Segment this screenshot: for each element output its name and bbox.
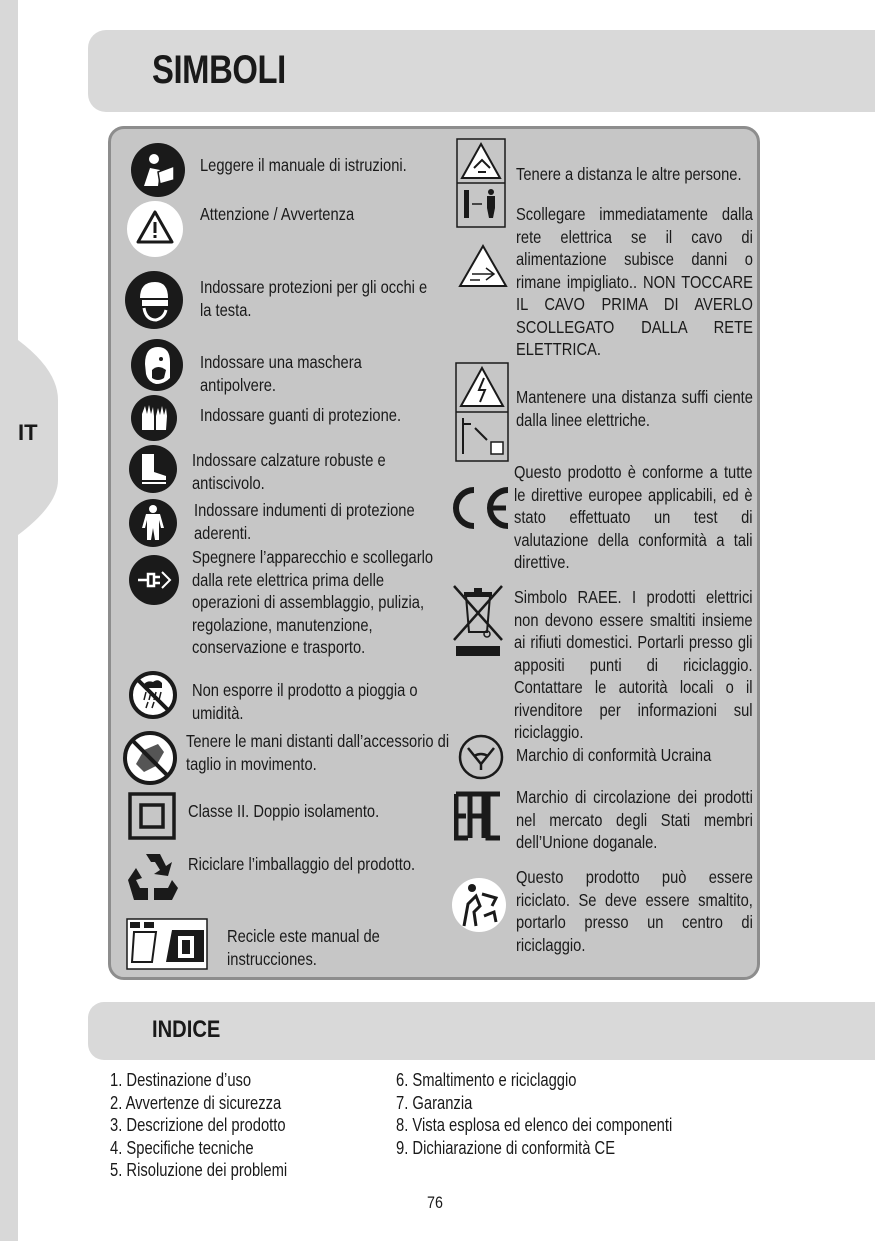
symbol-text: Riciclare l’imballaggio del prodotto. xyxy=(188,854,416,874)
symbol-text: Marchio di circolazione dei prodotti nel mercato degli Stati membri dell’Unione doganale. xyxy=(516,787,753,852)
symbol-text: Spegnere l’apparecchio e scollegarlo dalla rete elettrica prima delle operazioni di assemblaggio, pulizia, regolazione, manutenzione, conservazione e trasporto. xyxy=(192,547,434,657)
index-item: 5. Risoluzione dei problemi xyxy=(110,1160,288,1180)
safety-boots-icon xyxy=(128,444,178,494)
read-manual-icon xyxy=(130,142,186,198)
symbol-text: Indossare calzature robuste e antiscivolo. xyxy=(192,450,386,493)
symbol-text: Mantenere una distanza suffi ciente dalla linee elettriche. xyxy=(516,387,753,430)
symbol-text: Tenere a distanza le altre persone. xyxy=(516,164,742,184)
unplug-icon xyxy=(128,554,180,606)
ukraine-mark-icon xyxy=(458,734,504,780)
warning-triangle-icon xyxy=(126,200,184,258)
page-title: SIMBOLI xyxy=(152,48,286,92)
symbol-text: Indossare una maschera antipolvere. xyxy=(200,352,362,395)
symbol-text: Simbolo RAEE. I prodotti elettrici non devono essere smaltiti insieme ai rifiuti domestici. Portarli presso gli appositi punti di riciclaggio. Contattare le autorità locali o il rivenditore per informazioni sul riciclaggio. xyxy=(514,587,753,742)
index-item: 8. Vista esplosa ed elenco dei componenti xyxy=(396,1115,673,1135)
hands-away-icon xyxy=(122,730,178,786)
symbol-text: Marchio di conformità Ucraina xyxy=(516,745,712,765)
dust-mask-icon xyxy=(130,338,184,392)
symbol-text: Questo prodotto è conforme a tutte le direttive europee applicabili, ed è stato effettuato un test di valutazione della conformità a tali direttive. xyxy=(514,462,753,572)
gloves-icon xyxy=(130,394,178,442)
eye-head-protection-icon xyxy=(124,270,184,330)
symbol-text: Attenzione / Avvertenza xyxy=(200,204,355,224)
bystanders-icon xyxy=(456,138,506,228)
recyclable-icon xyxy=(450,876,508,934)
index-item: 7. Garanzia xyxy=(396,1092,473,1113)
power-lines-icon xyxy=(455,362,509,462)
symbol-text: Non esporre il prodotto a pioggia o umidità. xyxy=(192,680,418,723)
protective-suit-icon xyxy=(128,498,178,548)
recycle-manual-icon xyxy=(126,918,208,970)
damaged-cable-icon xyxy=(456,240,510,294)
recycle-icon xyxy=(124,850,182,904)
symbol-text: Scollegare immediatamente dalla rete elettrica se il cavo di alimentazione subisce danni o rimane impigliato.. NON TOCCARE IL CAVO PRIMA DI AVERLO SCOLLEGATO DALLA RETE ELETTRICA. xyxy=(516,204,753,359)
symbol-text: Questo prodotto può essere riciclato. Se deve essere smaltito, portarlo presso un centro di riciclaggio. xyxy=(516,867,753,955)
weee-bin-icon xyxy=(450,582,506,662)
page-number: 76 xyxy=(427,1193,443,1212)
index-item: 4. Specifiche tecniche xyxy=(110,1137,254,1158)
index-item: 3. Descrizione del prodotto xyxy=(110,1115,286,1135)
side-strip xyxy=(0,0,18,1241)
symbol-text: Leggere il manuale di istruzioni. xyxy=(200,155,407,175)
ce-mark-icon xyxy=(446,484,512,532)
symbol-text: Indossare indumenti di protezione aderenti. xyxy=(194,500,415,543)
index-item: 6. Smaltimento e riciclaggio xyxy=(396,1070,577,1090)
eac-mark-icon xyxy=(454,790,502,842)
index-item: 1. Destinazione d’uso xyxy=(110,1070,252,1090)
symbol-text: Classe II. Doppio isolamento. xyxy=(188,801,380,821)
index-list-right xyxy=(396,1069,672,1159)
index-list-left xyxy=(110,1069,287,1182)
double-insulation-icon xyxy=(128,792,176,840)
language-label: IT xyxy=(18,420,38,445)
index-item: 9. Dichiarazione di conformità CE xyxy=(396,1137,616,1158)
symbol-text: Indossare guanti di protezione. xyxy=(200,405,402,425)
symbol-text: Recicle este manual de instrucciones. xyxy=(227,926,380,969)
index-item: 2. Avvertenze di sicurezza xyxy=(110,1092,282,1113)
no-rain-icon xyxy=(128,670,178,720)
symbol-text: Tenere le mani distanti dall’accessorio di taglio in movimento. xyxy=(186,731,450,774)
index-title: INDICE xyxy=(152,1016,221,1043)
symbol-text: Indossare protezioni per gli occhi e la testa. xyxy=(200,277,428,320)
